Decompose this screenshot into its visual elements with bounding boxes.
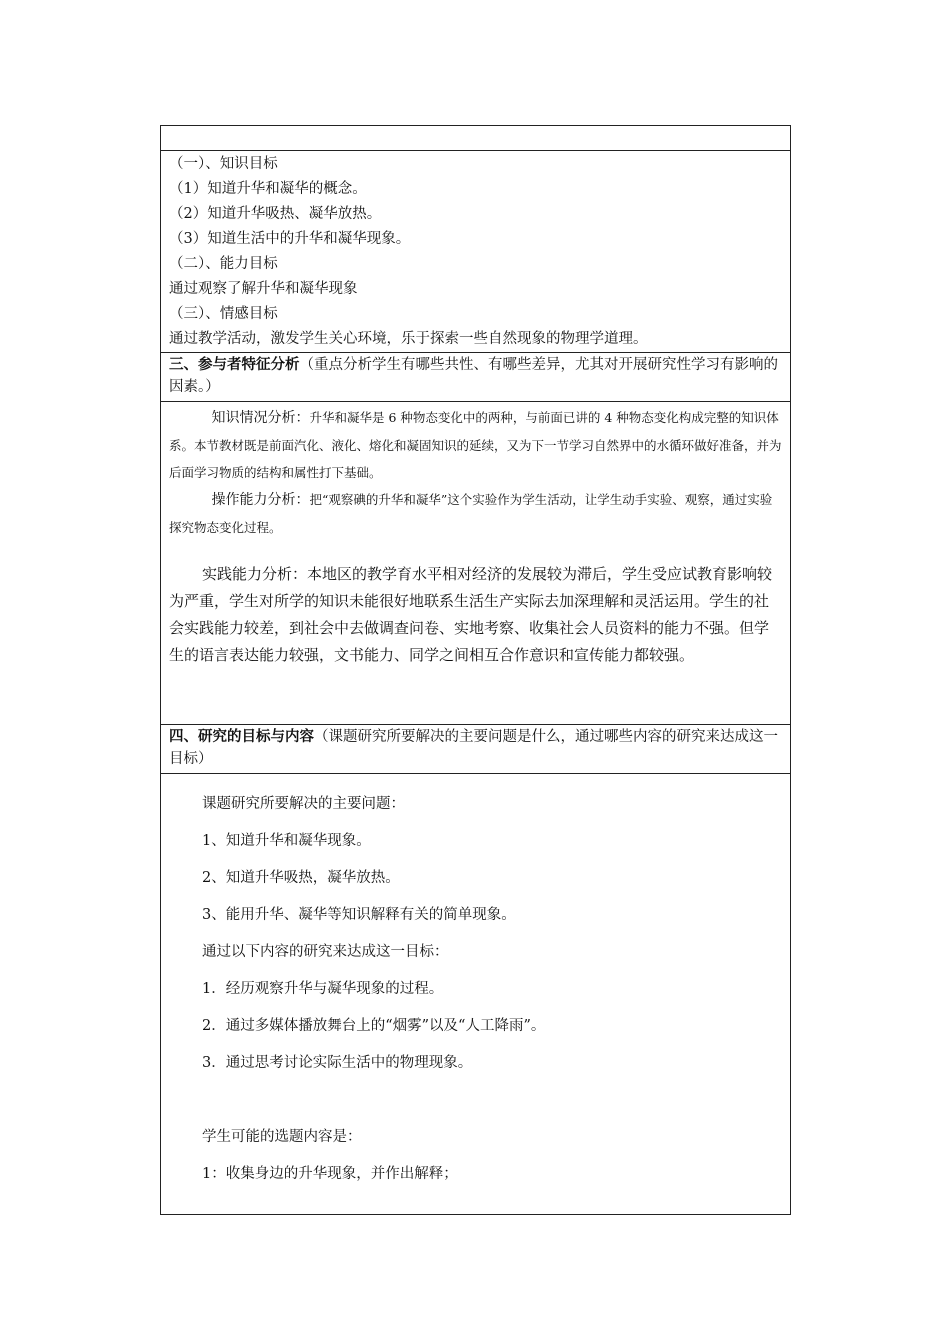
section3-title: 三、参与者特征分析 xyxy=(169,357,300,373)
knowledge-analysis-text: 升华和凝华是 6 种物态变化中的两种，与前面已讲的 4 种物态变化构成完整的知识体系。本节教材既是前面汽化、液化、熔化和凝固知识的延续，又为下一节学习自然界中的水循环做好准备，并为后面学习物质的结构和属性打下基础。 xyxy=(169,410,782,480)
ability-objective-heading: （二）、能力目标 xyxy=(169,256,278,272)
section3-heading xyxy=(169,354,782,398)
table-row-section3-body xyxy=(161,402,791,725)
table-row-section4-body xyxy=(161,774,791,1215)
means-3: 3．通过思考讨论实际生活中的物理现象。 xyxy=(202,1055,473,1071)
knowledge-objective-2: （2）知道升华吸热、凝华放热。 xyxy=(169,206,382,222)
table-row-section3-header xyxy=(161,353,791,402)
practice-analysis-label: 实践能力分析： xyxy=(202,565,308,583)
section4-title: 四、研究的目标与内容 xyxy=(169,729,314,745)
topic-1: 1：收集身边的升华现象，并作出解释； xyxy=(202,1166,458,1182)
knowledge-analysis-label: 知识情况分析： xyxy=(211,410,310,426)
emotion-objective-text: 通过教学活动，激发学生关心环境，乐于探索一些自然现象的物理学道理。 xyxy=(169,331,648,347)
objectives-cell xyxy=(161,151,791,353)
practice-analysis-paragraph xyxy=(169,561,782,669)
lesson-plan-table xyxy=(160,125,791,1215)
table-row-empty xyxy=(161,126,791,151)
problem-2: 2、知道升华吸热，凝华放热。 xyxy=(202,870,400,886)
practice-analysis-text: 本地区的教学育水平相对经济的发展较为滞后，学生受应试教育影响较为严重，学生对所学的知识未能很好地联系生活生产实际去加深理解和灵活运用。学生的社会实践能力较差，到社会中去做调查问卷、实地考察、收集社会人员资料的能力不强。但学生的语言表达能力较强，文书能力、同学之间相互合作意识和宣传能力都较强。 xyxy=(169,565,773,664)
operation-analysis-text: 把“观察碘的升华和凝华”这个实验作为学生活动，让学生动手实验、观察，通过实验探究物态变化过程。 xyxy=(169,492,773,535)
problem-3: 3、能用升华、凝华等知识解释有关的简单现象。 xyxy=(202,907,516,923)
ability-objective-text: 通过观察了解升华和凝华现象 xyxy=(169,281,358,297)
section4-body-cell xyxy=(161,774,791,1215)
knowledge-objective-heading: （一）、知识目标 xyxy=(169,156,278,172)
section3-title-note: （重点分析学生有哪些共性、有哪些差异，尤其对开展研究性学习有影响的因素。） xyxy=(169,357,778,395)
empty-cell xyxy=(161,126,791,151)
problem-1: 1、知道升华和凝华现象。 xyxy=(202,833,371,849)
table-row-section4-header xyxy=(161,725,791,774)
section3-body-cell xyxy=(161,402,791,725)
section4-header-cell xyxy=(161,725,791,774)
section3-header-cell xyxy=(161,353,791,402)
operation-analysis-label: 操作能力分析： xyxy=(211,492,310,508)
knowledge-objective-1: （1）知道升华和凝华的概念。 xyxy=(169,181,367,197)
section4-heading xyxy=(169,726,782,770)
problems-heading: 课题研究所要解决的主要问题： xyxy=(202,796,405,812)
section4-title-note: （课题研究所要解决的主要问题是什么，通过哪些内容的研究来达成这一目标） xyxy=(169,729,778,767)
knowledge-objective-3: （3）知道生活中的升华和凝华现象。 xyxy=(169,231,411,247)
means-heading: 通过以下内容的研究来达成这一目标： xyxy=(202,944,449,960)
means-2: 2．通过多媒体播放舞台上的“烟雾”以及“人工降雨”。 xyxy=(202,1018,546,1034)
means-1: 1．经历观察升华与凝华现象的过程。 xyxy=(202,981,444,997)
knowledge-analysis-paragraph xyxy=(169,404,782,486)
operation-analysis-paragraph xyxy=(169,486,782,541)
topics-heading: 学生可能的选题内容是： xyxy=(202,1129,362,1145)
table-row-objectives xyxy=(161,151,791,353)
emotion-objective-heading: （三）、情感目标 xyxy=(169,306,278,322)
